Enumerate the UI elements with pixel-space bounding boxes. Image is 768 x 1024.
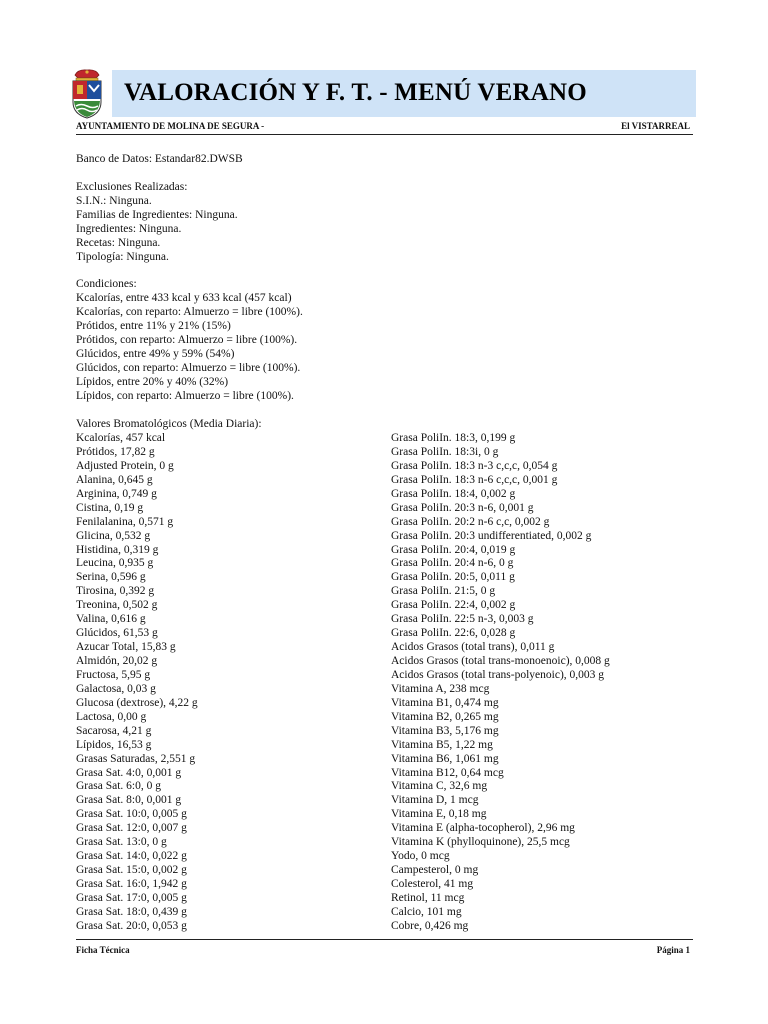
nutrient-value: Grasa Sat. 4:0, 0,001 g (76, 766, 182, 779)
page-title: VALORACIÓN Y F. T. - MENÚ VERANO (124, 79, 587, 106)
condition-item: Prótidos, con reparto: Almuerzo = libre (100%). (76, 334, 298, 346)
footer-label: Ficha Técnica (76, 945, 130, 955)
exclusion-item: S.I.N.: Ninguna. (76, 195, 152, 207)
values-left-column (76, 432, 198, 934)
nutrient-value: Vitamina B6, 1,061 mg (391, 752, 499, 765)
values-right-column (391, 432, 610, 934)
nutrient-value: Campesterol, 0 mg (391, 864, 479, 877)
nutrient-value: Grasa Sat. 17:0, 0,005 g (76, 891, 187, 904)
nutrient-value: Leucina, 0,935 g (76, 557, 154, 570)
values-heading: Valores Bromatológicos (Media Diaria): (76, 418, 262, 430)
nutrient-value: Prótidos, 17,82 g (76, 445, 155, 458)
nutrient-value: Grasa Sat. 20:0, 0,053 g (76, 919, 187, 932)
nutrient-value: Alanina, 0,645 g (76, 473, 153, 486)
nutrient-value: Arginina, 0,749 g (76, 487, 157, 500)
nutrient-value: Grasa Sat. 10:0, 0,005 g (76, 808, 187, 821)
nutrient-value: Grasa PoliIn. 18:3 n-6 c,c,c, 0,001 g (391, 473, 558, 486)
values-heading-block (76, 417, 262, 431)
database-line (76, 152, 243, 166)
nutrient-value: Treonina, 0,502 g (76, 599, 158, 612)
title-banner (112, 70, 696, 117)
nutrient-value: Grasa PoliIn. 20:4, 0,019 g (391, 543, 516, 556)
nutrient-value: Lactosa, 0,00 g (76, 710, 147, 723)
exclusion-item: Ingredientes: Ninguna. (76, 223, 182, 235)
nutrient-value: Yodo, 0 mcg (391, 850, 450, 863)
nutrient-value: Serina, 0,596 g (76, 571, 146, 584)
condition-item: Glúcidos, con reparto: Almuerzo = libre (100%). (76, 362, 301, 374)
nutrient-value: Grasa PoliIn. 22:6, 0,028 g (391, 627, 516, 640)
nutrient-value: Calcio, 101 mg (391, 905, 462, 918)
nutrient-value: Grasa Sat. 12:0, 0,007 g (76, 822, 187, 835)
nutrient-value: Grasa PoliIn. 18:3 n-3 c,c,c, 0,054 g (391, 459, 558, 472)
nutrient-value: Grasa PoliIn. 21:5, 0 g (391, 585, 496, 598)
nutrient-value: Adjusted Protein, 0 g (76, 459, 174, 472)
nutrient-value: Grasa PoliIn. 20:4 n-6, 0 g (391, 557, 514, 570)
nutrient-value: Vitamina B12, 0,64 mcg (391, 766, 504, 779)
organization-name: AYUNTAMIENTO DE MOLINA DE SEGURA - (76, 121, 265, 131)
exclusion-item: Recetas: Ninguna. (76, 237, 161, 249)
nutrient-value: Grasa PoliIn. 20:3 undifferentiated, 0,002 g (391, 529, 592, 542)
nutrient-value: Retinol, 11 mcg (391, 891, 465, 904)
nutrient-value: Vitamina A, 238 mcg (391, 682, 490, 695)
nutrient-value: Vitamina E, 0,18 mg (391, 808, 487, 821)
nutrient-value: Glucosa (dextrose), 4,22 g (76, 696, 198, 709)
nutrient-value: Grasa PoliIn. 20:3 n-6, 0,001 g (391, 501, 534, 514)
footer-divider (76, 939, 693, 940)
nutrient-value: Acidos Grasos (total trans-polyenoic), 0,003 g (391, 668, 605, 681)
nutrient-value: Glúcidos, 61,53 g (76, 627, 158, 640)
nutrient-value: Vitamina C, 32,6 mg (391, 780, 488, 793)
nutrient-value: Grasa PoliIn. 20:5, 0,011 g (391, 571, 515, 584)
nutrient-value: Grasa PoliIn. 20:2 n-6 c,c, 0,002 g (391, 515, 550, 528)
nutrient-value: Grasas Saturadas, 2,551 g (76, 752, 196, 765)
condition-item: Glúcidos, entre 49% y 59% (54%) (76, 348, 235, 360)
municipal-crest-icon (70, 69, 104, 119)
nutrient-value: Vitamina K (phylloquinone), 25,5 mcg (391, 836, 570, 849)
nutrient-value: Cobre, 0,426 mg (391, 919, 469, 932)
nutrient-value: Vitamina B5, 1,22 mg (391, 738, 493, 751)
nutrient-value: Glicina, 0,532 g (76, 529, 151, 542)
condition-item: Kcalorías, con reparto: Almuerzo = libre (100%). (76, 306, 303, 318)
conditions-heading: Condiciones: (76, 278, 137, 290)
conditions-section (76, 277, 303, 403)
center-name: El VISTARREAL (621, 121, 690, 131)
nutrient-value: Kcalorías, 457 kcal (76, 432, 166, 444)
nutrient-value: Vitamina B2, 0,265 mg (391, 710, 499, 723)
nutrient-value: Grasa PoliIn. 22:5 n-3, 0,003 g (391, 613, 534, 626)
nutrient-value: Fructosa, 5,95 g (76, 668, 151, 681)
nutrient-value: Grasa Sat. 6:0, 0 g (76, 780, 161, 793)
nutrient-value: Grasa Sat. 16:0, 1,942 g (76, 878, 187, 890)
page-number: Página 1 (656, 945, 690, 955)
exclusions-section (76, 180, 238, 264)
nutrient-value: Acidos Grasos (total trans-monoenoic), 0,008 g (391, 655, 610, 667)
exclusion-item: Tipología: Ninguna. (76, 251, 169, 263)
nutrient-value: Tirosina, 0,392 g (76, 585, 155, 598)
nutrient-value: Grasa Sat. 18:0, 0,439 g (76, 905, 187, 918)
nutrient-value: Grasa Sat. 13:0, 0 g (76, 836, 167, 849)
nutrient-value: Grasa PoliIn. 18:3i, 0 g (391, 445, 499, 458)
nutrient-value: Grasa Sat. 15:0, 0,002 g (76, 864, 187, 877)
nutrient-value: Lípidos, 16,53 g (76, 738, 152, 751)
nutrient-value: Fenilalanina, 0,571 g (76, 515, 174, 528)
nutrient-value: Histidina, 0,319 g (76, 543, 159, 556)
nutrient-value: Colesterol, 41 mg (391, 878, 474, 890)
header-divider (76, 134, 693, 135)
nutrient-value: Vitamina B1, 0,474 mg (391, 696, 499, 709)
nutrient-value: Grasa PoliIn. 22:4, 0,002 g (391, 599, 516, 612)
condition-item: Lípidos, con reparto: Almuerzo = libre (100%). (76, 390, 294, 402)
nutrient-value: Acidos Grasos (total trans), 0,011 g (391, 641, 555, 654)
nutrient-value: Almidón, 20,02 g (76, 655, 158, 667)
nutrient-value: Grasa PoliIn. 18:3, 0,199 g (391, 432, 516, 444)
nutrient-value: Azucar Total, 15,83 g (76, 641, 176, 654)
condition-item: Lípidos, entre 20% y 40% (32%) (76, 376, 229, 388)
database-text: Banco de Datos: Estandar82.DWSB (76, 153, 243, 165)
exclusions-heading: Exclusiones Realizadas: (76, 181, 188, 193)
nutrient-value: Vitamina B3, 5,176 mg (391, 724, 499, 737)
nutrient-value: Vitamina D, 1 mcg (391, 794, 479, 807)
nutrient-value: Sacarosa, 4,21 g (76, 724, 152, 737)
condition-item: Prótidos, entre 11% y 21% (15%) (76, 320, 231, 332)
nutrient-value: Galactosa, 0,03 g (76, 682, 156, 695)
condition-item: Kcalorías, entre 433 kcal y 633 kcal (457 kcal) (76, 292, 292, 304)
exclusion-item: Familias de Ingredientes: Ninguna. (76, 209, 238, 221)
nutrient-value: Cistina, 0,19 g (76, 501, 144, 514)
nutrient-value: Valina, 0,616 g (76, 613, 146, 626)
nutrient-value: Grasa Sat. 8:0, 0,001 g (76, 794, 182, 807)
nutrient-value: Vitamina E (alpha-tocopherol), 2,96 mg (391, 822, 575, 835)
nutrient-value: Grasa PoliIn. 18:4, 0,002 g (391, 487, 516, 500)
nutrient-value: Grasa Sat. 14:0, 0,022 g (76, 850, 187, 863)
